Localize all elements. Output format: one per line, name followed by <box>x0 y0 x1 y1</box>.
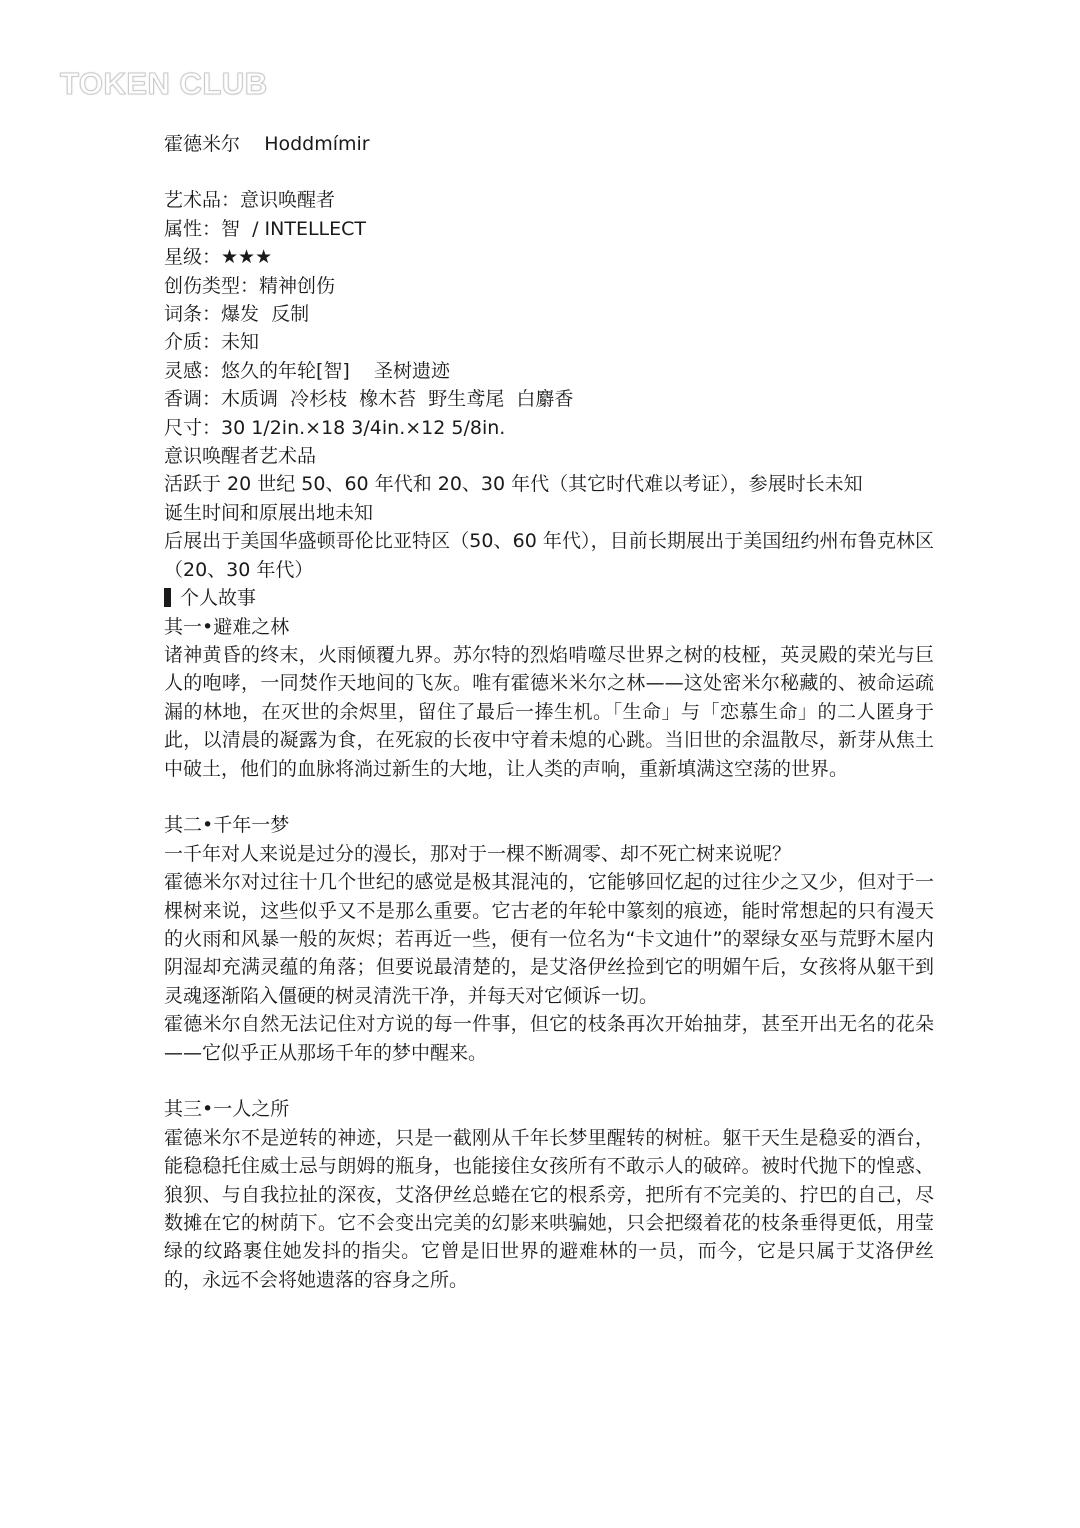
document-body <box>164 130 934 1294</box>
chapter-3 <box>164 1095 934 1294</box>
attribute-active-era: 活跃于 20 世纪 50、60 年代和 20、30 年代（其它时代难以考证），参展时长未知 <box>164 473 863 496</box>
attribute-scent: 香调：木质调 冷杉枝 橡木苔 野生鸢尾 白麝香 <box>164 388 574 411</box>
attribute-list <box>164 186 934 584</box>
chapter-paragraph: 诸神黄昏的终末，火雨倾覆九界。苏尔特的烈焰啃噬尽世界之树的枝桠，英灵殿的荣光与巨人的咆哮，一同焚作天地间的飞灰。唯有霍德米米尔之林——这处密米尔秘藏的、被命运疏漏的林地，在灭世的余烬里，留住了最后一捧生机。「生命」与「恋慕生命」的二人匿身于此，以清晨的凝露为食，在死寂的长夜中守着未熄的心跳。当旧世的余温散尽，新芽从焦土中破土，他们的血脉将淌过新生的大地，让人类的声响，重新填满这空荡的世界。 <box>164 643 934 780</box>
attribute-medium: 介质：未知 <box>164 331 260 354</box>
story-heading: 个人故事 <box>164 584 934 612</box>
attribute-property: 属性：智 / INTELLECT <box>164 217 366 240</box>
document-title <box>164 130 934 158</box>
attribute-stars: 星级：★★★ <box>164 246 273 269</box>
attribute-size: 尺寸：30 1/2in.×18 3/4in.×12 5/8in. <box>164 416 506 439</box>
chapter-paragraph: 一千年对人来说是过分的漫长，那对于一棵不断凋零、却不死亡树来说呢？ <box>164 842 792 865</box>
watermark-logo: TOKEN CLUB <box>60 66 268 101</box>
chapter-1 <box>164 613 934 783</box>
attribute-inspiration: 灵感：悠久的年轮[智] 圣树遗迹 <box>164 359 450 382</box>
chapter-title: 其三•一人之所 <box>164 1098 290 1121</box>
title-cn: 霍德米尔 <box>164 133 241 155</box>
attribute-trauma: 创伤类型：精神创伤 <box>164 274 336 297</box>
chapter-title: 其二•千年一梦 <box>164 814 290 837</box>
section-marker-icon <box>164 588 171 607</box>
chapter-paragraph: 霍德米尔自然无法记住对方说的每一件事，但它的枝条再次开始抽芽，甚至开出无名的花朵——它似乎正从那场千年的梦中醒来。 <box>164 1013 934 1064</box>
chapter-paragraph: 霍德米尔对过往十几个世纪的感觉是极其混沌的，它能够回忆起的过往少之又少，但对于一棵树来说，这些似乎又不是那么重要。它古老的年轮中篆刻的痕迹，能时常想起的只有漫天的火雨和风暴一般的灰烬；若再近一些，便有一位名为“卡文迪什”的翠绿女巫与荒野木屋内阴湿却充满灵蕴的角落；但要说最清楚的，是艾洛伊丝捡到它的明媚午后，女孩将从躯干到灵魂逐渐陷入僵硬的树灵清洗干净，并每天对它倾诉一切。 <box>164 871 934 1007</box>
chapter-paragraph: 霍德米尔不是逆转的神迹，只是一截刚从千年长梦里醒转的树桩。躯干天生是稳妥的酒台，能稳稳托住威士忌与朗姆的瓶身，也能接住女孩所有不敢示人的破碎。被时代抛下的惶惑、狼狈、与自我拉扯的深夜，艾洛伊丝总蜷在它的根系旁，把所有不完美的、拧巴的自己，尽数摊在它的树荫下。它不会变出完美的幻影来哄骗她，只会把缀着花的枝条垂得更低，用莹绿的纹路裹住她发抖的指尖。它曾是旧世界的避难林的一员，而今，它是只属于艾洛伊丝的，永远不会将她遗落的容身之所。 <box>164 1126 934 1291</box>
chapter-title: 其一•避难之林 <box>164 615 290 638</box>
attribute-category: 意识唤醒者艺术品 <box>164 445 317 468</box>
attribute-exhibition: 后展出于美国华盛顿哥伦比亚特区（50、60 年代），目前长期展出于美国纽约州布鲁克林区（20、30 年代） <box>164 530 934 581</box>
attribute-artwork: 艺术品：意识唤醒者 <box>164 189 336 212</box>
attribute-origin: 诞生时间和原展出地未知 <box>164 501 374 524</box>
title-en: Hoddmímir <box>264 133 370 155</box>
attribute-keywords: 词条：爆发 反制 <box>164 303 310 326</box>
chapter-2 <box>164 811 934 1067</box>
